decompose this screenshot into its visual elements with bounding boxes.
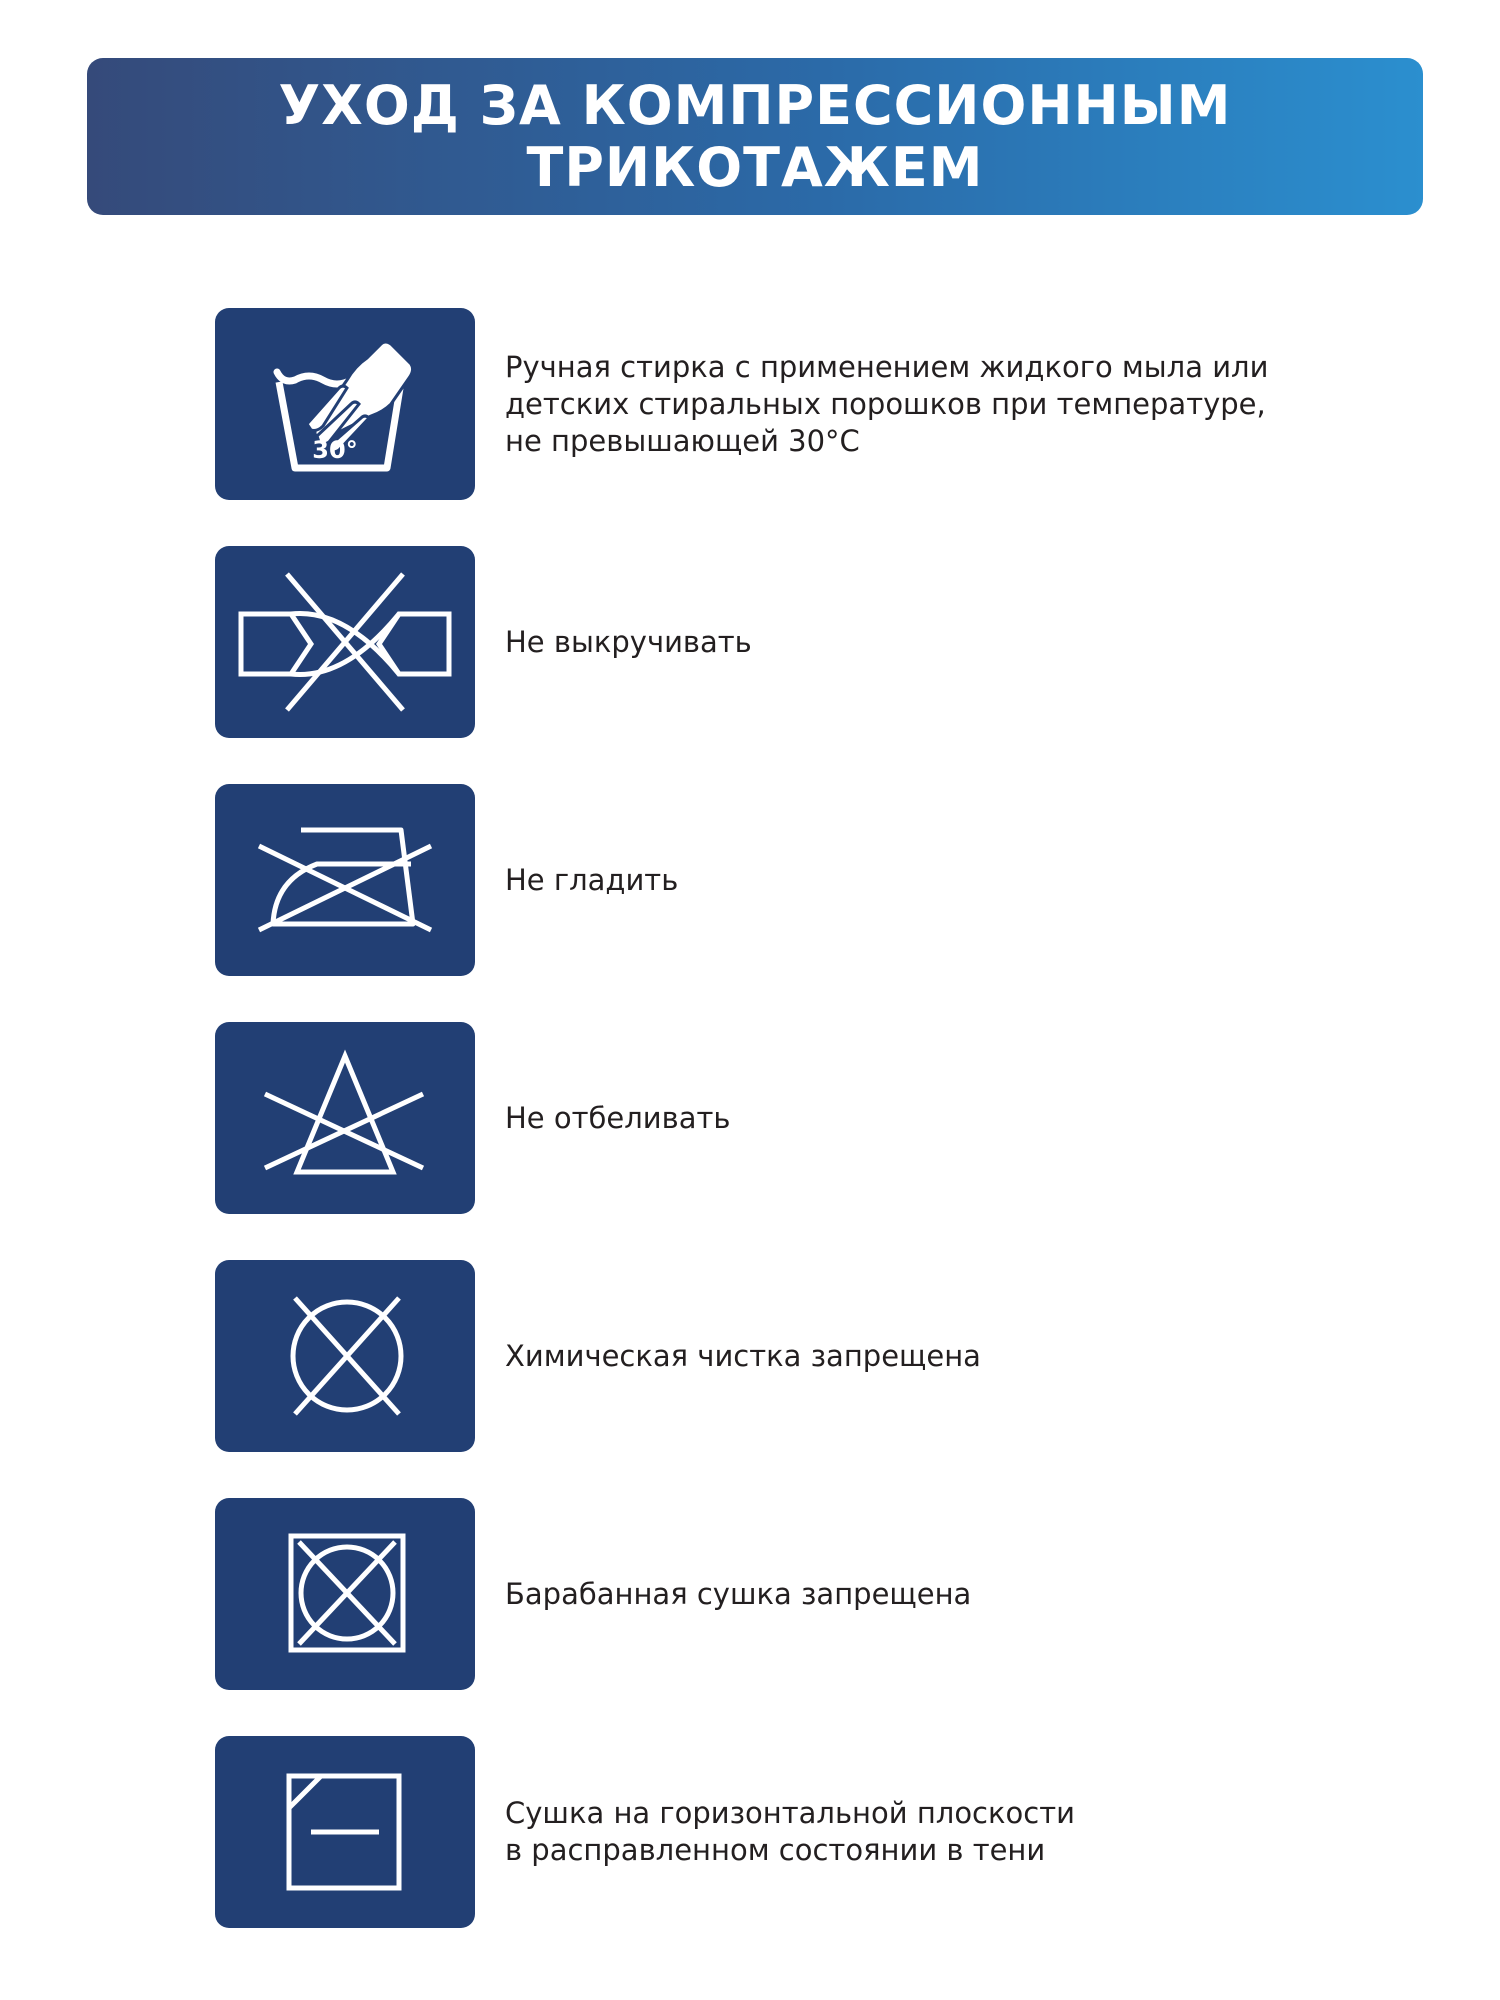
page-title-line-2: ТРИКОТАЖЕМ	[526, 135, 984, 199]
care-item-text-line: Сушка на горизонтальной плоскости	[505, 1796, 1075, 1830]
care-item-text-line: Не отбеливать	[505, 1100, 731, 1135]
care-item-text	[505, 1498, 1455, 1690]
page-title	[279, 75, 1232, 199]
care-item-text	[505, 1736, 1455, 1928]
do-not-iron-icon	[215, 784, 475, 976]
header-banner	[87, 58, 1423, 215]
care-item-text-line: детских стиральных порошков при температуре,	[505, 386, 1266, 421]
care-item-text	[505, 308, 1455, 500]
page-title-line-1: УХОД ЗА КОМПРЕССИОННЫМ	[278, 73, 1232, 137]
care-item-hand-wash	[215, 308, 1465, 500]
care-item-no-wring	[215, 546, 1465, 738]
care-item-text-line: Не гладить	[505, 862, 679, 897]
care-item-text-line: не превышающей 30°С	[505, 423, 860, 458]
care-item-text-line: Химическая чистка запрещена	[505, 1338, 981, 1373]
do-not-wring-icon	[215, 546, 475, 738]
do-not-tumble-dry-icon	[215, 1498, 475, 1690]
dry-flat-in-shade-icon	[215, 1736, 475, 1928]
care-item-text	[505, 784, 1455, 976]
care-item-text	[505, 1022, 1455, 1214]
care-item-text-line: Ручная стирка с применением жидкого мыла или	[505, 349, 1269, 384]
care-item-no-bleach	[215, 1022, 1465, 1214]
care-item-no-dry-clean	[215, 1260, 1465, 1452]
care-item-no-iron	[215, 784, 1465, 976]
do-not-bleach-icon	[215, 1022, 475, 1214]
care-item-text	[505, 546, 1455, 738]
hand-wash-30-icon	[215, 308, 475, 500]
do-not-dry-clean-icon	[215, 1260, 475, 1452]
care-item-text-line: Барабанная сушка запрещена	[505, 1576, 972, 1611]
hand-wash-temperature-label: 30°	[312, 436, 358, 464]
care-item-text-line: Не выкручивать	[505, 624, 752, 659]
care-item-text	[505, 1260, 1455, 1452]
care-item-text-line: в расправленном состоянии в тени	[505, 1833, 1046, 1867]
care-item-no-tumble-dry	[215, 1498, 1465, 1690]
care-item-dry-flat-shade	[215, 1736, 1465, 1928]
